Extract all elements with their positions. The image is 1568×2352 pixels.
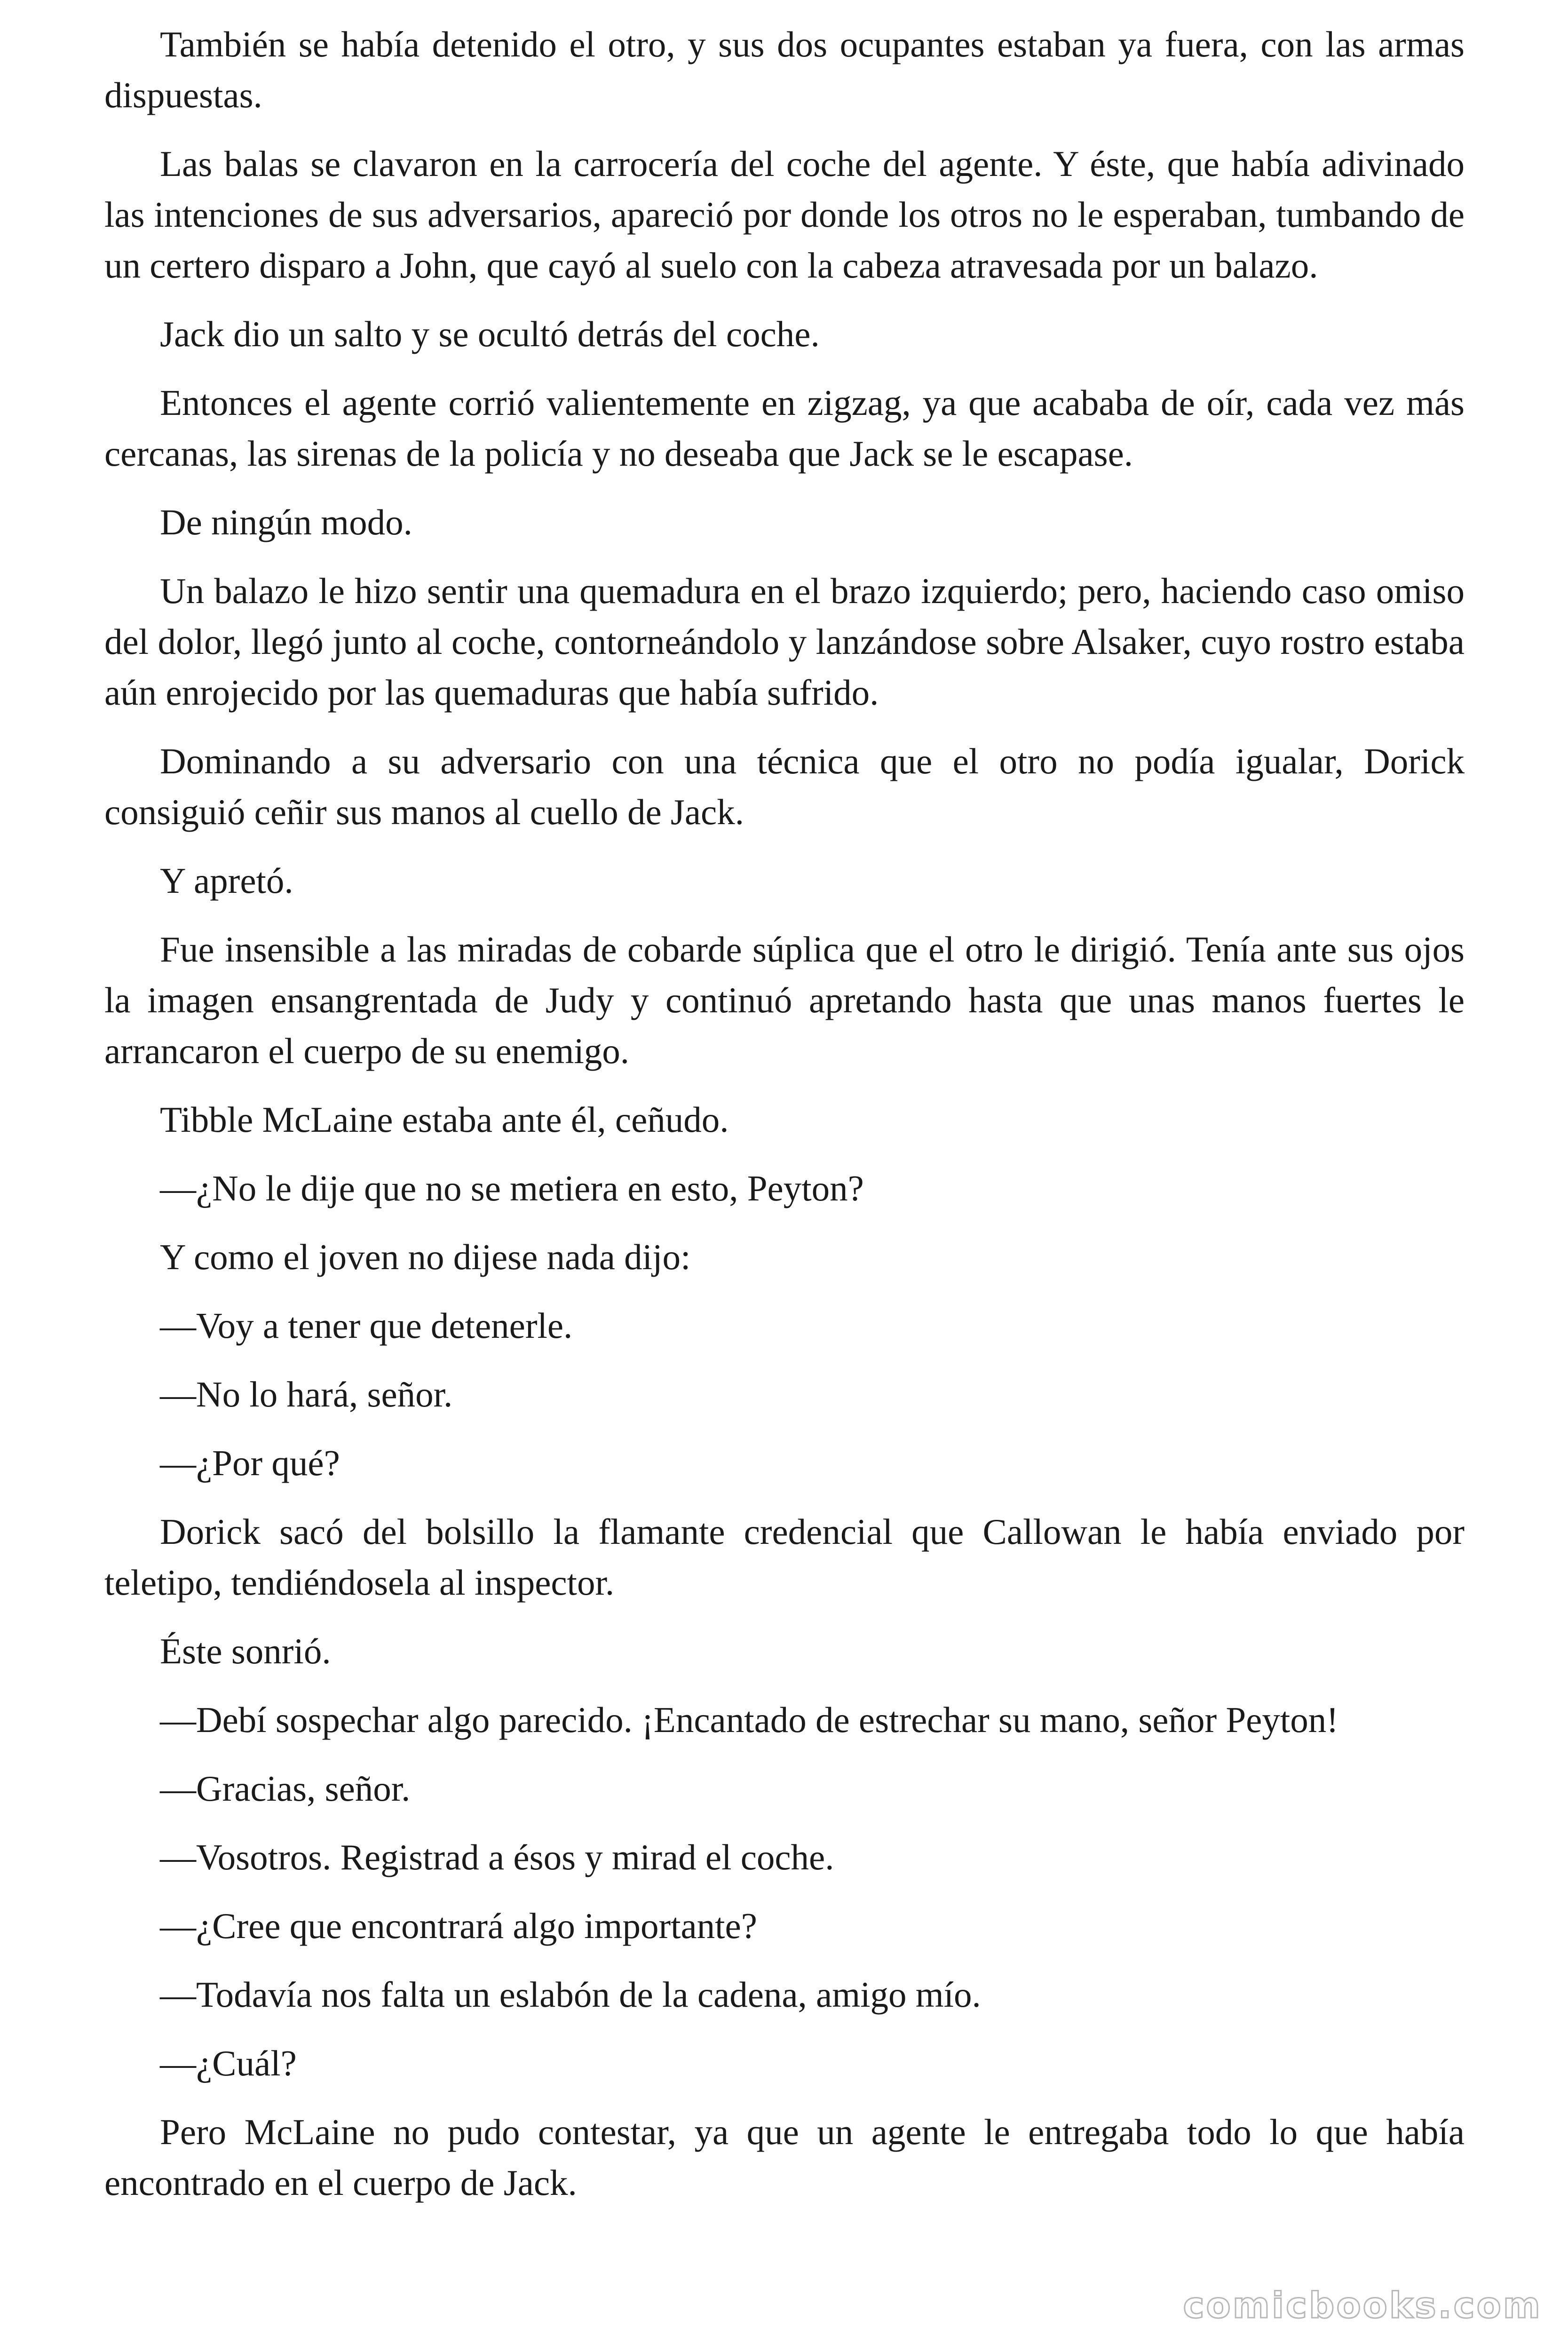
dialogue-line: —Debí sospechar algo parecido. ¡Encantado de estrechar su mano, señor Peyton!	[160, 1700, 1338, 1740]
dialogue-line: —¿No le dije que no se metiera en esto, Peyton?	[160, 1168, 864, 1208]
dialogue-line: —Gracias, señor.	[160, 1768, 411, 1809]
paragraph: Y como el joven no dijese nada dijo:	[160, 1237, 691, 1277]
watermark: comicbooks.com	[1183, 2284, 1542, 2326]
dialogue-line: —Voy a tener que detenerle.	[160, 1305, 573, 1346]
paragraph: Dominando a su adversario con una técnica que el otro no podía igualar, Dorick consiguió ceñir sus manos al cuello de Jack.	[104, 741, 1465, 832]
paragraph: De ningún modo.	[160, 502, 412, 542]
paragraph: Entonces el agente corrió valientemente en zigzag, ya que acababa de oír, cada vez más cercanas, las sirenas de la policía y no deseaba que Jack se le escapase.	[104, 382, 1465, 474]
paragraph: También se había detenido el otro, y sus dos ocupantes estaban ya fuera, con las armas dispuestas.	[104, 24, 1465, 115]
dialogue-line: —¿Cree que encontrará algo importante?	[160, 1906, 757, 1946]
paragraph: Jack dio un salto y se ocultó detrás del coche.	[160, 314, 820, 354]
dialogue-line: —¿Por qué?	[160, 1443, 340, 1483]
dialogue-line: —Vosotros. Registrad a ésos y mirad el coche.	[160, 1837, 834, 1877]
paragraph: Y apretó.	[160, 860, 293, 901]
paragraph: Pero McLaine no pudo contestar, ya que un agente le entregaba todo lo que había encontrado en el cuerpo de Jack.	[104, 2112, 1465, 2203]
book-page	[104, 19, 1465, 2314]
dialogue-line: —Todavía nos falta un eslabón de la cadena, amigo mío.	[160, 1974, 981, 2015]
paragraph: Un balazo le hizo sentir una quemadura en el brazo izquierdo; pero, haciendo caso omiso del dolor, llegó junto al coche, contorneándolo y lanzándose sobre Alsaker, cuyo rostro estaba aún enrojecido por las quemaduras que había sufrido.	[104, 571, 1465, 713]
dialogue-line: —¿Cuál?	[160, 2043, 297, 2083]
paragraph: Fue insensible a las miradas de cobarde súplica que el otro le dirigió. Tenía ante sus ojos la imagen ensangrentada de Judy y continuó apretando hasta que unas manos fuertes le arrancaron el cuerpo de su enemigo.	[104, 929, 1465, 1071]
paragraph: Las balas se clavaron en la carrocería del coche del agente. Y éste, que había adivinado las intenciones de sus adversarios, apareció por donde los otros no le esperaban, tumbando de un certero disparo a John, que cayó al suelo con la cabeza atravesada por un balazo.	[104, 143, 1465, 286]
paragraph: Tibble McLaine estaba ante él, ceñudo.	[160, 1099, 729, 1140]
paragraph: Éste sonrió.	[160, 1631, 331, 1671]
paragraph: Dorick sacó del bolsillo la flamante credencial que Callowan le había enviado por teletipo, tendiéndosela al inspector.	[104, 1511, 1465, 1603]
dialogue-line: —No lo hará, señor.	[160, 1374, 453, 1414]
